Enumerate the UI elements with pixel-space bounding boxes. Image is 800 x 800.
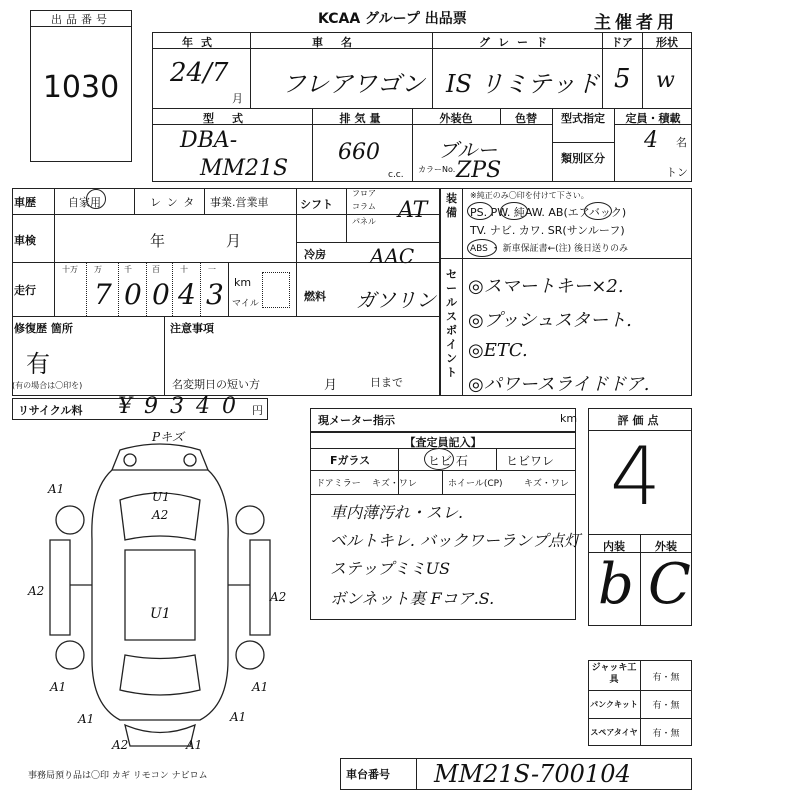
chassis-number: MM21S-700104 [434,760,631,788]
lot-number-label: 出品番号 [51,13,111,26]
category-label: 類別区分 [561,152,605,165]
puncture-value: 有・無 [652,701,680,711]
remark-4: ボンネット裏 Fコア.S. [330,589,495,608]
exterior-label: 外装 [655,540,677,553]
diagram-mark-3: A2 [152,508,169,522]
expiry-month: 月 [324,378,338,393]
color-change-label: 色替 [515,112,537,125]
puncture-label: パンクキット [590,700,638,709]
shift-floor: フロア [352,189,376,198]
displacement-value: 660 [338,140,380,165]
unit-100k: 十万 [62,265,78,274]
year-label: 年式 [182,36,220,49]
lot-number: 1030 [42,70,120,105]
repair-label: 修復歴 箇所 [14,322,73,335]
shift-label: シフト [300,198,333,211]
displacement-label: 排気量 [339,112,385,125]
grade-label: グレード [479,36,555,49]
car-damage-diagram [30,430,290,760]
jack-label: ジャッキ工具 [591,663,637,685]
mile-label: マイル [232,299,259,309]
remark-2: ベルトキレ. バックワーランプ点灯 [330,531,581,550]
doors-label: ドア [611,36,633,49]
diagram-mark-7: A1 [50,680,67,694]
equipment-label: 装備 [446,192,457,219]
remark-3: ステップミミUS [330,559,451,578]
doors-value: 5 [614,64,631,94]
type-designation-label: 型式指定 [561,112,605,125]
jack-value: 有・無 [652,673,680,683]
ab-circle-mark [584,202,612,220]
equipment-line-3: ABS ・ 新車保証書←(注) 後日送りのみ [470,244,629,254]
ac-label: 冷房 [304,248,326,261]
glass-options: ヒビ 石 [428,454,468,468]
meter-label: 現メーター指示 [318,414,395,427]
capacity-unit: 名 [676,136,687,149]
unit-10k: 万 [94,265,102,274]
diagram-mark-1: A1 [48,482,65,496]
color-code-label: カラーNo. [418,165,456,174]
mile-checkbox [262,272,290,308]
chip-circle-mark [424,448,454,470]
sales-point-1: ◎スマートキー×2. [468,276,624,297]
mileage-digit-2: 0 [124,278,142,311]
spare-tire-value: 有・無 [652,729,680,739]
name-label: 車名 [312,36,370,49]
unit-1: 一 [208,265,216,274]
repair-value: 有 [26,350,50,378]
sales-point-2: ◎プッシュスタート. [468,310,632,331]
ps-circle-mark [467,202,493,220]
color-label: 外装色 [439,112,473,125]
displacement-unit: c.c. [388,170,404,180]
model-label: 型式 [203,112,261,125]
glass-label: Fガラス [330,454,371,467]
diagram-mark-8: A1 [252,680,269,694]
equipment-note: ※純正のみ〇印を付けて下さい。 [470,191,589,200]
mileage-label: 走行 [14,284,36,297]
inspection-label: 車検 [14,234,36,247]
abs-circle-mark [467,239,497,257]
history-business: 事業.営業車 [210,196,269,209]
wheel-label: ホイール(CP) [448,479,503,489]
history-private-use: 自家用 [68,196,101,209]
load-unit: トン [666,166,688,179]
mileage-digit-3: 0 [152,278,170,311]
shift-panel: パネル [352,217,376,226]
wheel-options: キズ・ワレ [524,479,569,489]
unit-1k: 千 [124,265,132,274]
mirror-options: キズ・ワレ [372,479,417,489]
sales-point-4: ◎パワースライドドア. [468,374,650,395]
year-month-suffix: 月 [232,92,243,105]
diagram-mark-11: A1 [186,738,203,752]
inspection-month: 月 [226,232,242,250]
diagram-mark-6: A2 [270,590,287,604]
mirror-label: ドアミラー [316,479,361,489]
recycle-label: リサイクル料 [18,404,83,417]
shape-label: 形状 [656,36,678,49]
sales-points-label: セールスポイント [446,268,457,379]
grade-value: IS リミテッド [446,70,600,98]
rating-value: 4 [610,430,661,523]
model-value: MM21S [200,156,289,181]
inspector-header: 【査定員記入】 [404,436,482,449]
ac-value: AAC [370,244,415,268]
recycle-unit: 円 [252,404,263,417]
notes-label: 注意事項 [170,322,214,335]
fuel-label: 燃料 [304,290,326,303]
private-circle-mark [86,189,106,209]
interior-value: b [598,552,634,617]
history-label: 車歴 [14,196,36,209]
diagram-mark-5: U1 [150,606,171,622]
sheet-title: KCAA グループ 出品票 [318,11,467,27]
capacity-label: 定員・積載 [625,112,681,125]
model-value-prefix: DBA- [180,128,238,153]
exterior-value: C [648,552,691,617]
km-label: km [234,276,252,289]
diagram-mark-10: A2 [112,738,129,752]
diagram-mark-2: U1 [152,490,170,504]
mileage-digit-4: 4 [178,278,196,311]
equipment-line-2: TV. ナビ. カワ. SR(サンルーフ) [470,224,625,237]
name-value: フレアワゴン [282,70,426,98]
expiry-day: 日まで [370,376,403,389]
diagram-mark-9: A1 [78,712,95,726]
color-value: ブルー [438,138,498,162]
capacity-value: 4 [644,128,658,153]
shape-value: w [656,68,675,93]
pw-circle-mark [500,202,528,220]
color-code-value: ZPS [456,158,502,183]
unit-100: 百 [152,265,160,274]
equipment-line-1: PS. PW. 純AW. AB(エアバック) [470,206,627,219]
diagram-mark-12: A1 [230,710,247,724]
spare-tire-label: スペアタイヤ [590,728,638,737]
inspection-year: 年 [150,232,166,250]
meter-unit: km [560,412,578,425]
repair-note: (有の場合は〇印を) [12,381,83,390]
diagram-mark-4: A2 [28,584,45,598]
shift-value: AT [398,198,428,223]
remark-1: 車内薄汚れ・スレ. [330,503,464,522]
mileage-digit-1: 7 [94,278,112,311]
history-rental: レンタ [150,196,201,209]
sales-point-3: ◎ETC. [468,340,528,361]
shift-column: コラム [352,202,376,211]
chassis-label: 車台番号 [346,768,390,781]
organizer-label: 主催者用 [594,13,678,33]
glass-crack: ヒビワレ [506,454,555,468]
mileage-digit-5: 3 [206,278,224,311]
expiry-label: 名変期日の短い方 [172,378,260,391]
diagram-footer: 事務局預り品は〇印 カギ リモコン ナビロム [28,771,208,781]
recycle-value: ¥9340 [118,394,248,419]
year-value: 24/7 [170,58,229,88]
interior-label: 内装 [603,540,625,553]
rating-label: 評価点 [617,414,663,427]
unit-10: 十 [180,265,188,274]
fuel-value: ガソリン [356,288,436,312]
diagram-mark-p-scratch: Pキズ [152,430,184,444]
